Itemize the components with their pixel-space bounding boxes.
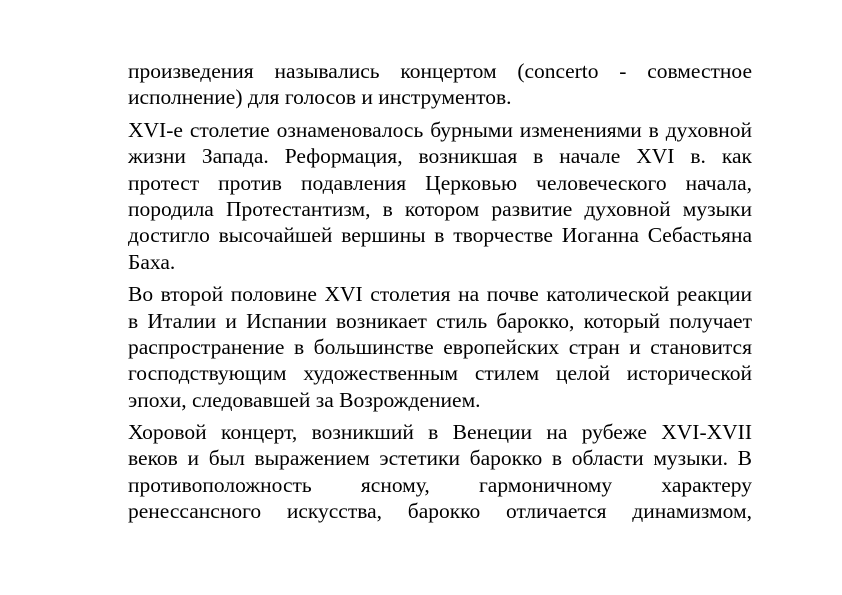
paragraph-baroque: [128, 281, 752, 413]
text-line: достигло высочайшей вершины в творчестве Иоганна Себастьяна: [128, 223, 752, 248]
document-page: [128, 58, 752, 531]
text-line: Во второй половине XVI столетия на почве католической реакции: [128, 282, 752, 307]
text-line: жизни Запада. Реформация, возникшая в начале XVI в. как: [128, 144, 752, 169]
text-line: господствующим художественным стилем целой исторической: [128, 361, 752, 386]
text-line: в Италии и Испании возникает стиль барокко, который получает: [128, 308, 752, 333]
text-line: противоположность ясному, гармоничному характеру: [128, 472, 752, 497]
paragraph-reformation: [128, 117, 752, 275]
text-line: ренессансного искусства, барокко отличается динамизмом,: [128, 499, 752, 524]
text-line: Хоровой концерт, возникший в Венеции на рубеже XVI-XVII: [128, 420, 752, 445]
text-line: исполнение) для голосов и инструментов.: [128, 85, 512, 110]
text-line: протест против подавления Церковью человеческого начала,: [128, 170, 752, 195]
text-line: веков и был выражением эстетики барокко в области музыки. В: [128, 446, 752, 471]
paragraph-choral-concert: [128, 419, 752, 525]
text-line: XVI-е столетие ознаменовалось бурными изменениями в духовной: [128, 117, 752, 142]
text-line: породила Протестантизм, в котором развитие духовной музыки: [128, 196, 752, 221]
text-line: произведения назывались концертом (concerto - совместное: [128, 59, 752, 83]
text-line: распространение в большинстве европейских стран и становится: [128, 334, 752, 359]
text-line: Баха.: [128, 249, 176, 274]
paragraph-concerto: [128, 58, 752, 111]
text-line: эпохи, следовавшей за Возрождением.: [128, 387, 481, 412]
